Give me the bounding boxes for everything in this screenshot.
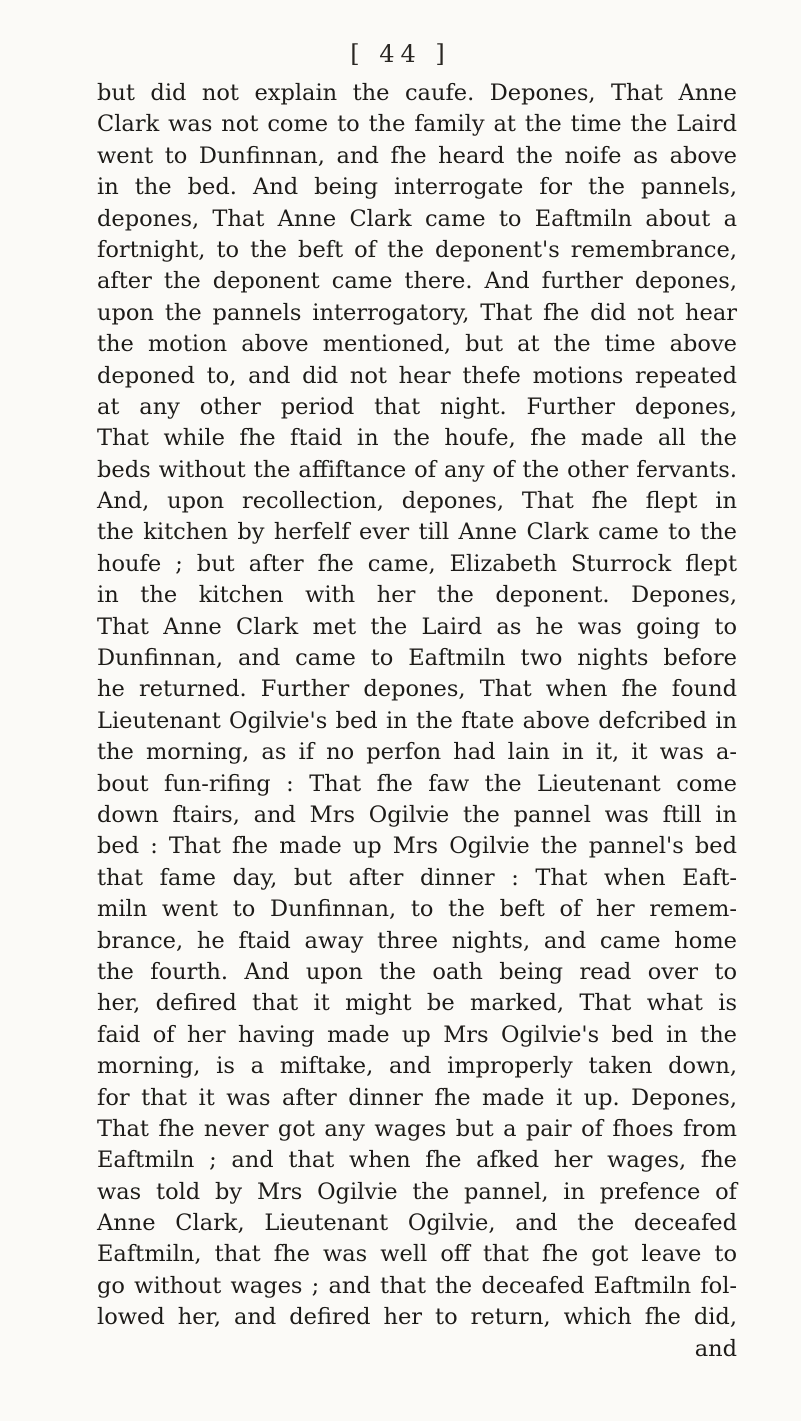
text-line: upon the pannels interrogatory, That fhe did not hear [97,299,737,326]
text-line: brance, he ftaid away three nights, and came home [97,927,737,954]
text-line: And, upon recollection, depones, That fhe flept in [97,488,737,515]
text-line: beds without the affiftance of any of the other fervants. [97,456,737,483]
text-line: houfe ; but after fhe came, Elizabeth Sturrock flept [97,550,737,577]
text-line: that fame day, but after dinner : That when Eaft- [97,864,737,891]
text-line: for that it was after dinner fhe made it up. Depones, [97,1084,737,1111]
text-line: her, defired that it might be marked, That what is [97,990,737,1017]
text-line: That while fhe ftaid in the houfe, fhe made all the [97,425,737,452]
text-line: but did not explain the caufe. Depones, That Anne [97,80,737,106]
text-line: Dunfinnan, and came to Eaftmiln two nights before [97,645,737,672]
text-line: and [694,1335,737,1362]
text-line: lowed her, and defired her to return, which fhe did, [97,1304,737,1331]
text-line: in the bed. And being interrogate for the pannels, [97,174,737,201]
text-line: down ftairs, and Mrs Ogilvie the pannel was ftill in [97,801,737,828]
text-line: Lieutenant Ogilvie's bed in the ftate above defcribed in [97,707,737,734]
page-number: [ 44 ] [350,40,451,68]
text-line: miln went to Dunfinnan, to the beft of her remem- [97,896,737,923]
text-line: depones, That Anne Clark came to Eaftmiln about a [97,205,737,232]
text-line: Eaftmiln, that fhe was well off that fhe got leave to [97,1241,737,1268]
text-line: he returned. Further depones, That when fhe found [97,676,737,703]
text-line: deponed to, and did not hear thefe motions repeated [97,362,737,389]
text-line: Anne Clark, Lieutenant Ogilvie, and the deceafed [97,1210,737,1237]
text-line: the morning, as if no perfon had lain in it, it was a- [97,739,737,766]
text-line: fortnight, to the beft of the deponent's remembrance, [97,236,737,263]
text-line: faid of her having made up Mrs Ogilvie's bed in the [97,1021,737,1048]
text-line: in the kitchen with her the deponent. Depones, [97,582,737,609]
text-line: at any other period that night. Further depones, [97,393,737,420]
text-line: after the deponent came there. And further depones, [97,268,737,295]
text-line: the motion above mentioned, but at the time above [97,331,737,358]
text-line: go without wages ; and that the deceafed Eaftmiln fol- [97,1272,737,1299]
page-text [97,78,737,1365]
text-line: went to Dunfinnan, and fhe heard the noife as above [97,142,737,169]
text-line: Eaftmiln ; and that when fhe afked her wages, fhe [97,1147,737,1174]
text-line: bout fun-rifing : That fhe faw the Lieutenant come [97,770,737,797]
text-line: the fourth. And upon the oath being read over to [97,958,737,985]
text-line: bed : That fhe made up Mrs Ogilvie the pannel's bed [97,833,737,860]
text-line: That fhe never got any wages but a pair of fhoes from [97,1115,737,1142]
text-line: morning, is a miftake, and improperly taken down, [97,1053,737,1080]
text-line: the kitchen by herfelf ever till Anne Clark came to the [97,519,737,546]
text-line: That Anne Clark met the Laird as he was going to [97,613,737,640]
text-line: Clark was not come to the family at the time the Laird [97,111,737,138]
text-line: was told by Mrs Ogilvie the pannel, in prefence of [97,1178,737,1205]
